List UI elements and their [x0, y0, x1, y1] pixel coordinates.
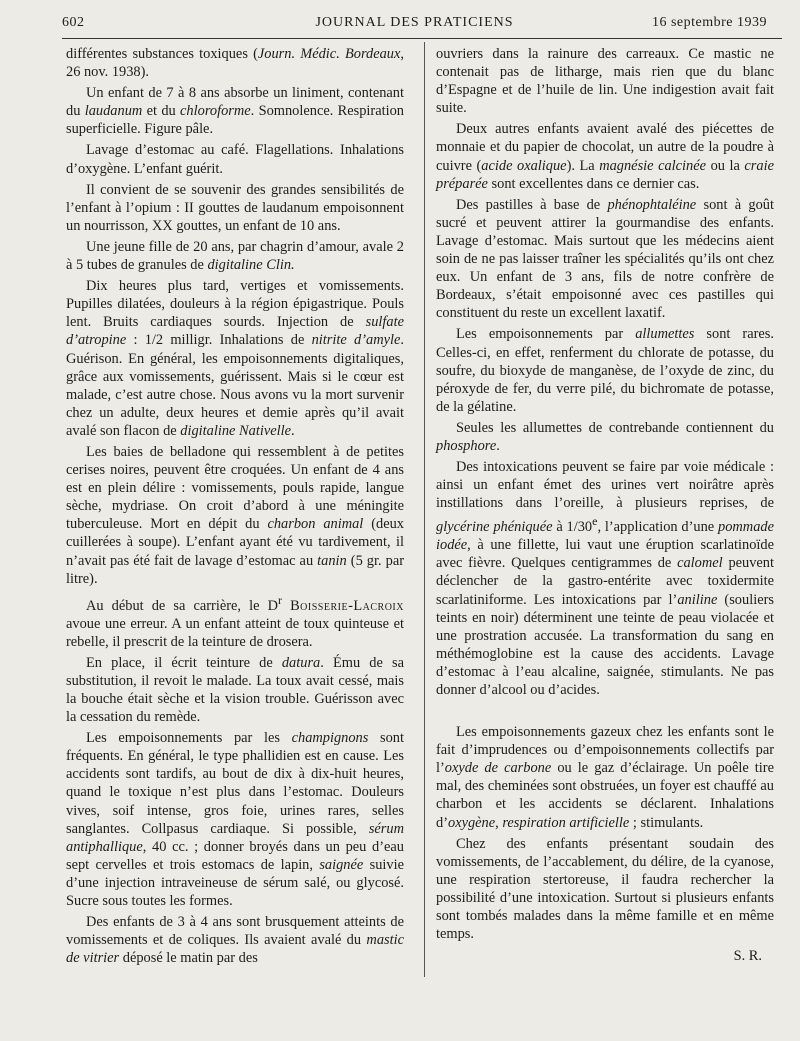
text-run: Chez des enfants présentant soudain des vomissements, de l’accablement, du délire, de la cyanose, une respiration stertoreuse, il faudra rechercher la possibilité d’une intoxication. Surtout si plusieurs enfants sont tombés malades dans la même famille et en même temps. [436, 835, 774, 943]
text-run: ou le gaz d’éclairage. Un poêle tire mal, des cheminées sont obstruées, un foyer est chauffé au charbon et les accidents se déclarent. Inhalations d’ [436, 760, 774, 831]
text-run: Les baies de belladone qui ressemblent à de petites cerises noires, peuvent être croquées. Un enfant de 4 ans est en plein délire : vomissements, pouls rapide, langue sèche, mydriase. On croit d’abord à une méningite tuberculeuse. Mort en dépit du [66, 443, 404, 533]
paragraph [66, 45, 404, 81]
text-run: , 40 cc. ; donner broyés dans un peu d’eau sept cervelles et trois estomacs de lapin, [66, 838, 404, 873]
text-run: , [495, 814, 503, 831]
paragraph [436, 196, 774, 323]
italic-term: saignée [319, 856, 364, 873]
text-run: Les empoisonnements par [456, 326, 636, 343]
italic-term: tanin [317, 552, 347, 569]
paragraph [66, 84, 404, 138]
paragraph [66, 443, 404, 588]
paragraph [66, 238, 404, 274]
italic-term: phénophtaléine [607, 196, 697, 213]
author-signature: S. R. [733, 948, 762, 965]
paragraph [66, 913, 404, 967]
text-run: Il convient de se souvenir des grandes sensibilités de l’enfant à l’opium : II gouttes de laudanum empoisonnent un nourrisson, XX gouttes, un enfant de 10 ans. [66, 181, 404, 234]
page-header [62, 13, 767, 35]
text-run: (5 gr. par litre). [66, 552, 405, 587]
italic-term: calomel [677, 555, 723, 572]
text-run: Seules les allumettes de contrebande contiennent du [456, 419, 774, 436]
text-run: sont à goût sucré et peuvent attirer la gourmandise des enfants. Lavage d’estomac. Mais surtout que les médecins aient soin de ne pas laisser traîner les spécialités qu’ils ont chez eux. Un enfant de 3 ans, fils de notre confrère de Bordeaux, s’était empoisonné avec ces pastilles qui constituent du reste un excellent laxatif. [436, 196, 774, 322]
text-run: ). La [566, 157, 600, 174]
text-run: , 26 nov. 1938). [66, 46, 404, 81]
paragraph [436, 325, 774, 415]
text-run: Dix heures plus tard, vertiges et vomissements. Pupilles dilatées, douleurs à la région épigastrique. Pouls lent. Bruits cardiaques sourds. Injection de [66, 278, 404, 331]
issue-date: 16 septembre 1939 [651, 15, 767, 30]
text-run: . [291, 422, 295, 439]
italic-term: digitaline Nativelle [180, 422, 291, 439]
text-run: ouvriers dans la rainure des carreaux. Ce mastic ne contenait pas de litharge, mais rien que du blanc d’Espagne et de l’huile de lin. Une indigestion avait fait suite. [436, 46, 774, 117]
text-run: Les empoisonnements par les [86, 730, 292, 747]
italic-term: laudanum [84, 103, 143, 120]
text-run [282, 598, 290, 614]
text-run: ; stimulants. [629, 814, 704, 831]
superscript: e [592, 514, 598, 529]
paragraph [436, 120, 774, 192]
text-run: . Somnolence. Respiration superficielle. Figure pâle. [66, 103, 404, 138]
paragraph [436, 835, 774, 944]
paragraph [66, 654, 404, 726]
text-run: sont fréquents. En général, le type phallidien est en cause. Les accidents sont tardifs, au bout de dix à dix-huit heures, quand le toxique n’est plus dans l’estomac. Douleurs vives, soif intense, gros foie, urines rares, selles sanglantes. Collpasus cardiaque. Si possible, [66, 730, 404, 837]
italic-term: digitaline Clin. [207, 257, 295, 274]
text-run: Des enfants de 3 à 4 ans sont brusquement atteints de vomissements et de coliques. Ils avaient avalé du [66, 914, 404, 949]
text-run: Lavage d’estomac au café. Flagellations. Inhalations d’oxygène. L’enfant guérit. [66, 142, 404, 177]
italic-term: oxyde de carbone [444, 760, 552, 777]
italic-term: Journ. Médic. Bordeaux [257, 46, 401, 62]
paragraph [66, 141, 404, 177]
text-run: . Ému de sa substitution, il revoit le malade. La toux avait cessé, mais la bouche était sèche et la vision trouble. Guérisson avec la cessation du remède. [66, 654, 405, 726]
text-run: , l’application d’une [597, 519, 719, 536]
text-run: , à une fillette, lui vaut une éruption scarlatinoïde avec fièvre. Quelques centigrammes de [436, 537, 774, 572]
text-run: sont rares. Celles-ci, en effet, renferment du chlorate de potasse, du soufre, du bioxyde de manganèse, de l’oxyde de zinc, du péroxyde de fer, du verre pilé, du bichromate de potasse, de la gélatine. [436, 326, 774, 415]
text-run: Au début de sa carrière, le D [86, 597, 278, 614]
text-run: Des pastilles à base de [456, 196, 608, 213]
italic-term: phosphore [436, 437, 497, 454]
paragraph [436, 723, 774, 832]
text-run: à 1/30 [552, 519, 593, 536]
italic-term: magnésie calcinée [599, 157, 707, 174]
paragraph [436, 45, 774, 117]
paragraph [66, 591, 404, 651]
right-column [436, 45, 774, 968]
text-run: avoue une erreur. A un enfant atteint de toux quinteuse et rebelle, il prescrit de la teinture de drosera. [66, 615, 404, 650]
italic-term: glycérine phéniquée [436, 519, 553, 536]
text-run: Une jeune fille de 20 ans, par chagrin d’amour, avale 2 à 5 tubes de granules de [66, 238, 404, 274]
italic-term: sérum antiphallique [66, 820, 404, 855]
italic-term: pommade iodée [436, 519, 774, 554]
italic-term: champignons [291, 730, 369, 747]
italic-term: acide oxalique [481, 157, 567, 174]
italic-term: respiration artificielle [502, 814, 630, 831]
italic-term: allumettes [635, 326, 695, 343]
superscript: r [277, 592, 282, 607]
paragraph [66, 181, 404, 235]
text-run: . [496, 437, 500, 454]
text-run: Les empoisonnements gazeux chez les enfants sont le fait d’imprudences ou d’empoisonnements collectifs par l’ [436, 724, 774, 777]
page-number: 602 [62, 15, 85, 30]
italic-term: datura [281, 654, 321, 671]
text-run: ou la [706, 157, 745, 174]
italic-term: chloroforme [180, 103, 251, 120]
text-run: peuvent déclencher de la gastro-entérite avec toxidermite scarlatiniforme. Les intoxications par l’ [436, 555, 774, 608]
italic-term: oxygène [448, 814, 496, 831]
text-run: Deux autres enfants avaient avalé des piécettes de monnaie et du papier de chocolat, un autre de la poudre à cuivre ( [436, 121, 774, 174]
author-name: Boisserie-Lacroix [290, 597, 404, 614]
text-run: déposé le matin par des [119, 950, 258, 967]
paragraph [436, 458, 774, 699]
italic-term: craie préparée [436, 157, 774, 192]
text-run: suivie d’une injection intraveineuse de sérum salé, ou glycosé. Sucre sous toutes les formes. [66, 856, 404, 910]
text-run: (souliers teints en noir) déterminent une teinte de peau violacée et une prostration accusée. La transformation du sang en méthémoglobine est la cause des accidents. Lavage d’estomac à l’eau alcaline, saignée, stimulants. Ne pas donner d’alcool ou d’acides. [436, 591, 774, 698]
text-run: En place, il écrit teinture de [86, 654, 282, 671]
italic-term: mastic de vitrier [66, 932, 404, 967]
journal-title: JOURNAL DES PRATICIENS [315, 15, 514, 30]
italic-term: sulfate d’atropine [66, 314, 404, 349]
left-column [66, 45, 404, 970]
text-run: Des intoxications peuvent se faire par voie médicale : ainsi un enfant émet des urines vert noirâtre après instillations dans l’oreille, à plusieurs reprises, de [436, 459, 774, 512]
header-rule [62, 38, 782, 39]
italic-term: aniline [677, 591, 718, 608]
text-run: : 1/2 milligr. Inhalations de [126, 332, 312, 349]
text-run: . Guérison. En général, les empoisonnements digitaliques, grâce aux vomissements, guérissent. Mais si le cœur est malade, c’est autre chose. Nous avons vu la mort survenir chez un adulte, deux heures et demie après qu’il avait avalé son flacon de [66, 332, 404, 439]
text-run: sont excellentes dans ce dernier cas. [487, 175, 700, 192]
text-run: (deux cuillerées à soupe). L’enfant ayant été vu tardivement, il n’avait pas été fait de lavage d’estomac au [66, 516, 404, 569]
column-divider [424, 42, 425, 977]
paragraph [66, 729, 404, 910]
paragraph [66, 277, 404, 440]
text-run: Un enfant de 7 à 8 ans absorbe un liniment, contenant du [66, 85, 404, 120]
paragraph [436, 419, 774, 455]
italic-term: nitrite d’amyle [311, 332, 401, 349]
text-run: différentes substances toxiques ( [66, 46, 258, 62]
text-run: et du [142, 103, 181, 120]
italic-term: charbon animal [267, 516, 364, 533]
